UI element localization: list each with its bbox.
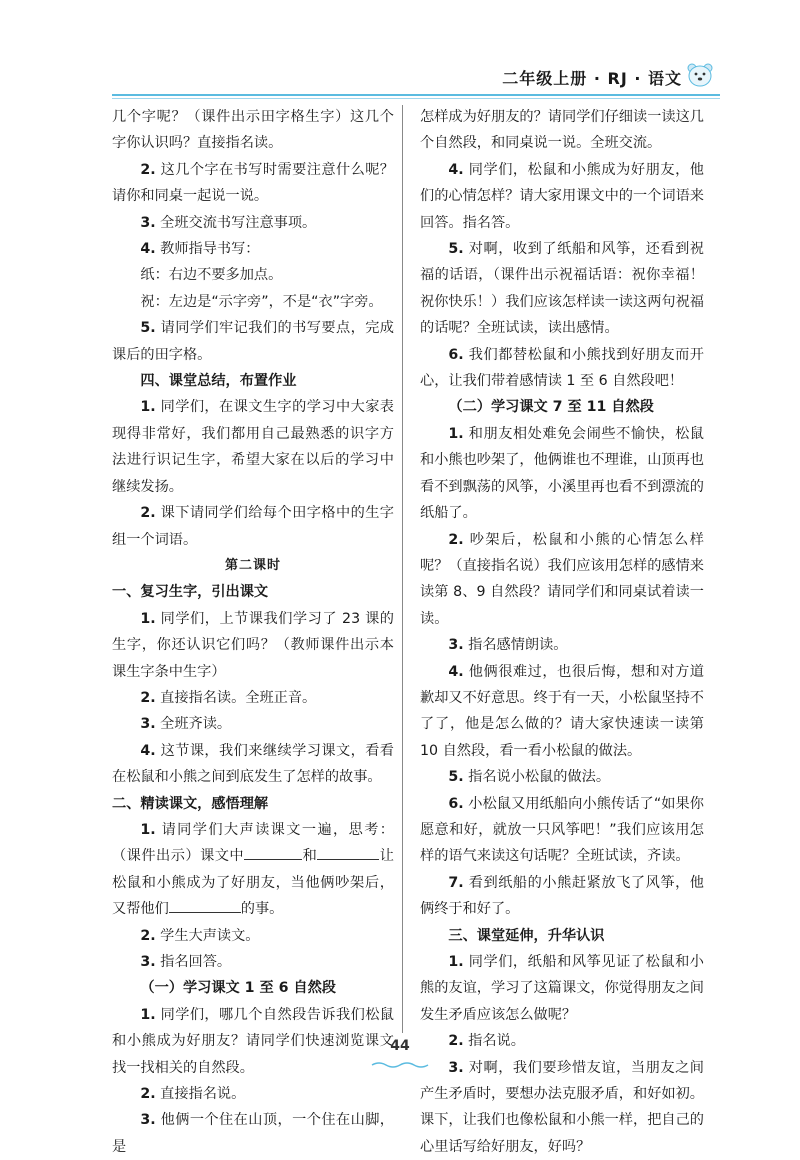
paragraph: 2. 直接指名说。 bbox=[140, 1086, 246, 1103]
paragraph: 纸：右边不要多加点。 bbox=[140, 267, 283, 284]
section-heading: 三、课堂延伸，升华认识 bbox=[448, 927, 605, 944]
paragraph: 2. 指名说。 bbox=[448, 1033, 525, 1050]
paragraph: 3. 全班交流书写注意事项。 bbox=[140, 214, 317, 231]
paragraph: 6. 小松鼠又用纸船向小熊传话了“如果你愿意和好，就放一只风筝吧！”我们应该用怎样的语气来读这句话呢？全班试读，齐读。 bbox=[420, 795, 704, 865]
paragraph: 3. 对啊，我们要珍惜友谊，当朋友之间产生矛盾时，要想办法克服矛盾，和好如初。课下，让我们也像松鼠和小熊一样，把自己的心里话写给好朋友，好吗？ bbox=[420, 1059, 704, 1155]
paragraph: 4. 他俩很难过，也很后悔，想和对方道歉却又不好意思。终于有一天，小松鼠坚持不了了，他是怎么做的？请大家快速读一读第 10 自然段，看一看小松鼠的做法。 bbox=[420, 663, 704, 759]
paragraph: 1. 同学们，纸船和风筝见证了松鼠和小熊的友谊，学习了这篇课文，你觉得朋友之间发生矛盾应该怎么做呢？ bbox=[420, 954, 704, 1023]
paragraph: 5. 请同学们牢记我们的书写要点，完成课后的田字格。 bbox=[112, 320, 394, 363]
paragraph: 2. 课下请同学们给每个田字格中的生字组一个词语。 bbox=[112, 505, 394, 548]
paragraph: 2. 学生大声读文。 bbox=[140, 927, 260, 944]
paragraph: 2. 吵架后，松鼠和小熊的心情怎么样呢？（直接指名说）我们应该用怎样的感情来读第 8、9 自然段？请同学们和同桌试着读一读。 bbox=[420, 531, 704, 627]
paragraph: 4. 这节课，我们来继续学习课文，看看在松鼠和小熊之间到底发生了怎样的故事。 bbox=[112, 742, 394, 786]
left-column bbox=[112, 104, 394, 1160]
paragraph: 1. 同学们，哪几个自然段告诉我们松鼠和小熊成为好朋友？请同学们快速浏览课文找一找相关的自然段。 bbox=[112, 1006, 394, 1076]
section-heading: （二）学习课文 7 至 11 自然段 bbox=[448, 399, 654, 416]
paragraph: 4. 同学们，松鼠和小熊成为好朋友，他们的心情怎样？请大家用课文中的一个词语来回答。指名答。 bbox=[420, 161, 704, 231]
paragraph: 3. 指名感情朗读。 bbox=[448, 637, 568, 654]
paragraph: 5. 对啊，收到了纸船和风筝，还看到祝福的话语，（课件出示祝福话语：祝你幸福！祝你快乐！）我们应该怎样读一读这两句祝福的话呢？全班试读，读出感情。 bbox=[420, 241, 704, 337]
fill-blank bbox=[317, 843, 379, 860]
section-heading: （一）学习课文 1 至 6 自然段 bbox=[140, 980, 336, 997]
page-footer bbox=[0, 1038, 800, 1073]
paragraph: 6. 我们都替松鼠和小熊找到好朋友而开心，让我们带着感情读 1 至 6 自然段吧！ bbox=[420, 346, 704, 390]
paragraph: 3. 他俩一个住在山顶，一个住在山脚，是 bbox=[112, 1112, 394, 1155]
paragraph: 3. 全班齐读。 bbox=[140, 716, 232, 733]
page-header bbox=[0, 60, 800, 100]
paragraph: 祝：左边是“示字旁”，不是“衣”字旁。 bbox=[140, 293, 383, 310]
header-rule-thin bbox=[112, 98, 720, 99]
paragraph: 3. 指名回答。 bbox=[140, 954, 232, 970]
bear-face-icon bbox=[686, 62, 714, 88]
section-heading: 四、课堂总结，布置作业 bbox=[140, 373, 297, 390]
paragraph: 1. 和朋友相处难免会闹些不愉快，松鼠和小熊也吵架了，他俩谁也不理谁，山顶再也看不到飘荡的风筝，小溪里再也看不到漂流的纸船了。 bbox=[420, 425, 704, 522]
right-column bbox=[420, 104, 704, 1160]
paragraph: 几个字呢？（课件出示田字格生字）这几个字你认识吗？直接指名读。 bbox=[112, 109, 394, 152]
page-number: 44 bbox=[390, 1038, 410, 1054]
section-heading: 一、复习生字，引出课文 bbox=[112, 584, 269, 601]
column-divider bbox=[402, 105, 403, 1033]
paragraph: 1. 同学们，在课文生字的学习中大家表现得非常好，我们都用自己最熟悉的识字方法进行识记生字，希望大家在以后的学习中继续发扬。 bbox=[112, 399, 394, 495]
section-heading: 二、精读课文，感悟理解 bbox=[112, 795, 269, 812]
header-title: 二年级上册 · RJ · 语文 bbox=[502, 69, 682, 88]
paragraph: 1. 请同学们大声读课文一遍，思考：（课件出示）课文中 和 让松鼠和小熊成为了好朋友，当他俩吵架后，又帮他们 的事。 bbox=[112, 821, 394, 918]
paragraph: 1. 同学们，上节课我们学习了 23 课的生字，你还认识它们吗？（教师课件出示本课生字条中生字） bbox=[112, 610, 394, 680]
paragraph: 怎样成为好朋友的？请同学们仔细读一读这几个自然段，和同桌说一说。全班交流。 bbox=[420, 109, 704, 152]
fill-blank bbox=[169, 896, 241, 913]
lesson-heading: 第二课时 bbox=[224, 557, 281, 573]
paragraph: 7. 看到纸船的小熊赶紧放飞了风筝，他俩终于和好了。 bbox=[420, 874, 704, 918]
fill-blank bbox=[244, 843, 302, 860]
header-rule bbox=[112, 94, 720, 96]
paragraph: 2. 直接指名读。全班正音。 bbox=[140, 689, 317, 706]
paragraph: 2. 这几个字在书写时需要注意什么呢？请你和同桌一起说一说。 bbox=[112, 161, 394, 205]
wave-ornament-icon bbox=[370, 1061, 430, 1069]
paragraph: 5. 指名说小松鼠的做法。 bbox=[448, 769, 611, 786]
paragraph: 4. 教师指导书写： bbox=[140, 241, 260, 258]
